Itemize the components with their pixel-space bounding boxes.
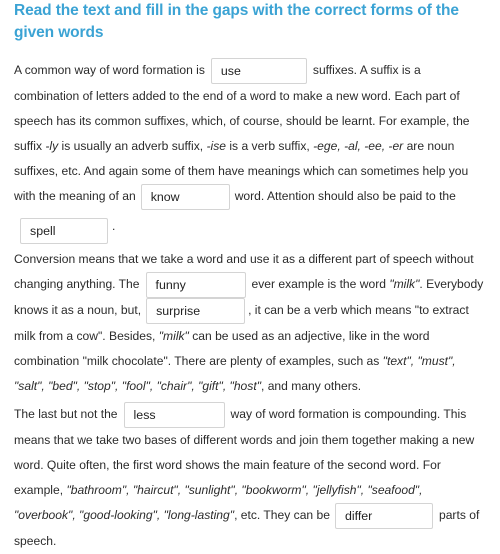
text: , and many others. bbox=[260, 379, 362, 393]
text: way of word formation is compounding. This means that we take two bases of different words and join them together making a new word. Quite often, the first word shows the main feature of the second word. For example, bbox=[14, 407, 475, 497]
gap-input-2[interactable]: know bbox=[141, 184, 230, 210]
text: ever example is the word bbox=[251, 277, 390, 292]
text: "milk" bbox=[389, 277, 420, 292]
text: "text", "must", "salt", "bed", "stop", "fool", "chair", "gift", "host" bbox=[14, 354, 456, 393]
text: are noun suffixes, etc. And again some of them have meanings which can sometimes help you with the meaning of an bbox=[14, 139, 469, 204]
text: , etc. They can be bbox=[234, 508, 330, 523]
text: Conversion means that we take a word and use it as a different part of speech without changing anything. The bbox=[14, 252, 474, 292]
gap-input-4[interactable]: funny bbox=[146, 272, 246, 298]
gap-input-6[interactable]: less bbox=[124, 402, 225, 428]
paragraph-compounding bbox=[14, 402, 486, 554]
paragraph-conversion bbox=[14, 247, 486, 399]
text: suffixes. A suffix is a combination of letters added to the end of a word to make a new word. Each part of speech has its common suffixes, which, of course, should be learnt. For example, the suffix bbox=[14, 63, 470, 153]
text: "bathroom", "haircut", "sunlight", "bookworm", "jellyfish", "seafood", "overbook", "good-looking", "long-lasting" bbox=[14, 483, 423, 523]
gap-input-1[interactable]: use bbox=[211, 58, 307, 84]
gap-input-3[interactable]: spell bbox=[20, 218, 108, 244]
exercise-title: Read the text and fill in the gaps with the correct forms of the given words bbox=[14, 2, 459, 41]
text: parts of speech. bbox=[14, 508, 480, 548]
text: "milk" bbox=[158, 329, 189, 343]
text: -ise bbox=[206, 139, 226, 153]
text: , it can be a verb which means "to extract milk from a cow". Besides, bbox=[14, 303, 469, 343]
text: is usually an adverb suffix, bbox=[58, 139, 207, 153]
text: A common way of word formation is bbox=[14, 63, 205, 78]
text: The last but not the bbox=[14, 407, 118, 422]
text: -ege, -al, -ee, -er bbox=[313, 139, 404, 153]
text: . Everybody knows it as a noun, but, bbox=[14, 277, 484, 318]
text: is a verb suffix, bbox=[225, 139, 314, 153]
gap-input-7[interactable]: differ bbox=[335, 503, 433, 529]
text: can be used as an adjective, like in the word combination "milk chocolate". There are plenty of examples, such as bbox=[14, 329, 430, 368]
gap-input-5[interactable]: surprise bbox=[146, 298, 245, 324]
text: word. Attention should also be paid to the bbox=[234, 189, 456, 204]
text: . bbox=[112, 219, 116, 234]
paragraph-suffixes bbox=[14, 58, 486, 244]
text: -ly bbox=[45, 139, 59, 153]
